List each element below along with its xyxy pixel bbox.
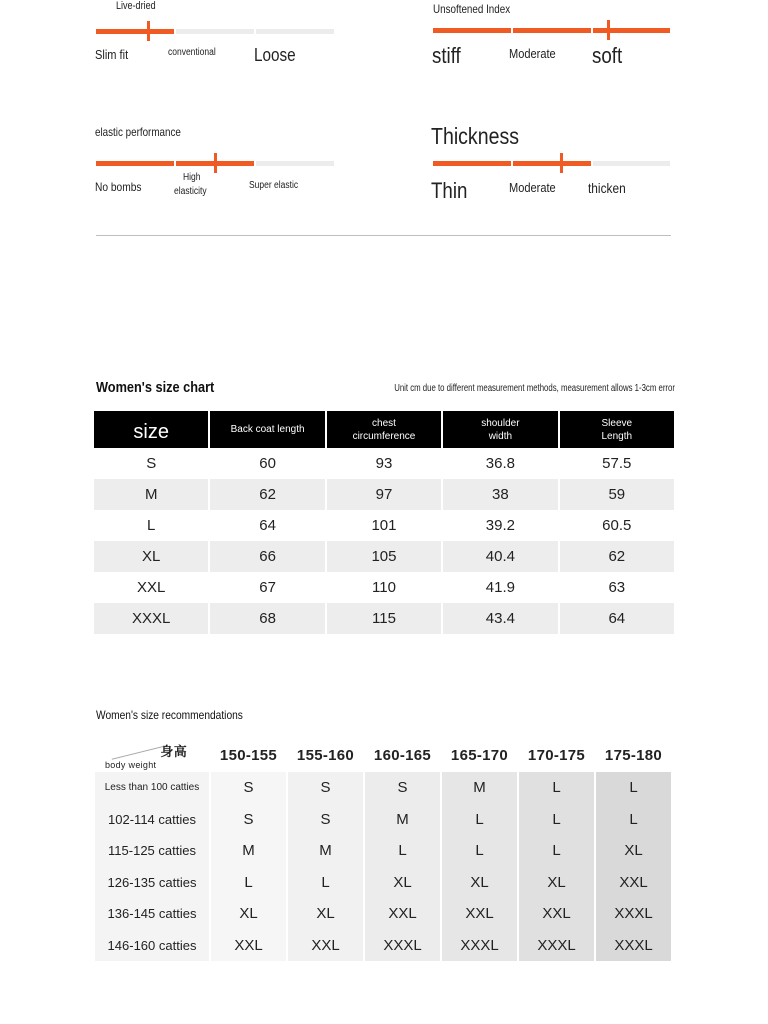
table-row [95, 804, 671, 836]
cell-back-length: 67 [259, 579, 276, 596]
cell-sleeve: 59 [560, 479, 674, 510]
table-row [94, 479, 674, 510]
cell-recommended-size: M [288, 835, 363, 867]
section-divider [96, 235, 671, 236]
header-height: 175-180 [604, 746, 663, 764]
cell-sleeve: 57.5 [602, 455, 632, 472]
cell-recommended-size: S [211, 804, 286, 836]
cell-recommended-size: XXL [596, 867, 671, 899]
table-row [94, 510, 674, 541]
scale-elastic-label-low: No bombs [95, 180, 142, 194]
header-height: 150-155 [219, 746, 278, 764]
scale-elastic-marker [214, 153, 217, 173]
cell-sleeve: 64 [560, 603, 674, 634]
cell-sleeve: 63 [608, 579, 626, 596]
recommendations-header-row [95, 738, 671, 772]
cell-chest: 115 [327, 603, 441, 634]
size-chart-table [92, 411, 676, 634]
cell-recommended-size: L [596, 772, 671, 804]
header-corner [95, 738, 209, 772]
row-weight: 146-160 catties [95, 930, 209, 962]
scale-softness-label-mid: Moderate [509, 46, 556, 61]
cell-recommended-size: M [442, 772, 517, 804]
scale-fit-track [96, 29, 334, 34]
scale-fit-title: Live-dried [116, 0, 156, 12]
cell-size: XXXL [94, 603, 208, 634]
table-row [95, 898, 671, 930]
cell-recommended-size: L [211, 867, 286, 899]
cell-recommended-size: S [211, 772, 286, 804]
scale-fit-label-low: Slim fit [95, 47, 129, 62]
cell-recommended-size: S [288, 772, 363, 804]
scale-elastic-track [96, 161, 334, 166]
scale-fit-marker [147, 21, 150, 41]
header-height: 170-175 [527, 746, 586, 764]
header-shoulder-line1: shoulder [481, 417, 520, 429]
cell-recommended-size: M [365, 804, 440, 836]
cell-back-length: 62 [210, 479, 324, 510]
cell-back-length: 64 [259, 517, 276, 534]
cell-size: XL [94, 541, 208, 572]
cell-shoulder: 39.2 [485, 517, 515, 534]
header-shoulder-line2: width [488, 430, 513, 442]
recommendations-table [93, 738, 673, 961]
scale-elastic-title: elastic performance [95, 125, 181, 139]
header-height: 155-160 [296, 746, 355, 764]
header-height: 160-165 [373, 746, 432, 764]
cell-recommended-size: L [519, 772, 594, 804]
table-row [94, 572, 674, 603]
cell-recommended-size: L [365, 835, 440, 867]
cell-shoulder: 40.4 [443, 541, 557, 572]
cell-recommended-size: XL [288, 898, 363, 930]
cell-recommended-size: XXXL [519, 930, 594, 962]
size-chart-title: Women's size chart [96, 379, 215, 396]
header-chest-line1: chest [372, 417, 396, 429]
scale-thickness-title: Thickness [431, 123, 520, 149]
cell-recommended-size: L [519, 804, 594, 836]
scale-elastic-label-mid-2: elasticity [174, 186, 207, 197]
scale-fit-label-mid: conventional [168, 47, 216, 58]
cell-recommended-size: XL [519, 867, 594, 899]
header-size: size [94, 411, 208, 448]
row-weight: 102-114 catties [95, 804, 209, 836]
row-weight: 126-135 catties [95, 867, 209, 899]
table-row [95, 930, 671, 962]
size-chart-header-row [94, 411, 674, 448]
header-sleeve-line1: Sleeve [601, 417, 633, 429]
cell-recommended-size: XL [442, 867, 517, 899]
cell-recommended-size: XL [365, 867, 440, 899]
header-sleeve-length [560, 411, 674, 448]
cell-recommended-size: S [365, 772, 440, 804]
table-row [94, 541, 674, 572]
row-weight: 115-125 catties [95, 835, 209, 867]
cell-recommended-size: S [288, 804, 363, 836]
scale-thickness-track [433, 161, 670, 166]
cell-recommended-size: L [596, 804, 671, 836]
cell-recommended-size: L [288, 867, 363, 899]
cell-recommended-size: XXXL [442, 930, 517, 962]
scale-thickness-label-high: thicken [588, 180, 626, 196]
cell-recommended-size: XXXL [596, 898, 671, 930]
scale-thickness-label-low: Thin [431, 178, 468, 203]
header-height: 165-170 [450, 746, 509, 764]
cell-recommended-size: XL [211, 898, 286, 930]
table-row [94, 448, 674, 479]
scale-softness-track [433, 28, 670, 33]
cell-chest: 110 [372, 579, 396, 596]
cell-recommended-size: XL [596, 835, 671, 867]
corner-weight-label: body weight [105, 760, 157, 770]
cell-recommended-size: L [519, 835, 594, 867]
cell-shoulder: 41.9 [485, 579, 515, 596]
recommendations-title: Women's size recommendations [96, 708, 243, 722]
table-row [95, 835, 671, 867]
cell-back-length: 66 [210, 541, 324, 572]
table-row [94, 603, 674, 634]
cell-recommended-size: XXXL [596, 930, 671, 962]
scale-thickness-marker [560, 153, 563, 173]
table-row [95, 867, 671, 899]
table-row [95, 772, 671, 804]
corner-divider [112, 745, 167, 760]
cell-chest: 97 [327, 479, 441, 510]
cell-sleeve: 60.5 [602, 517, 632, 534]
cell-recommended-size: XXL [288, 930, 363, 962]
cell-recommended-size: L [442, 804, 517, 836]
scale-elastic-label-high: Super elastic [249, 180, 299, 191]
size-chart-note: Unit cm due to different measurement methods, measurement allows 1-3cm error [394, 383, 675, 394]
cell-shoulder: 38 [443, 479, 557, 510]
scale-softness-marker [607, 20, 610, 40]
row-weight: Less than 100 catties [95, 772, 209, 804]
corner-height-label: 身高 [160, 744, 187, 759]
header-shoulder-width [443, 411, 557, 448]
scale-elastic-label-mid-1: High [183, 172, 201, 183]
cell-size: XXL [137, 579, 166, 596]
cell-recommended-size: L [442, 835, 517, 867]
cell-recommended-size: M [211, 835, 286, 867]
cell-size: S [146, 455, 157, 472]
header-chest-line2: circumference [352, 430, 416, 442]
cell-size: L [147, 517, 156, 534]
scale-fit-label-high: Loose [254, 45, 296, 65]
header-back-coat-length: Back coat length [210, 411, 324, 448]
cell-shoulder: 43.4 [443, 603, 557, 634]
cell-back-length: 68 [210, 603, 324, 634]
header-chest-circumference [327, 411, 441, 448]
header-sleeve-line2: Length [601, 430, 633, 442]
cell-chest: 93 [375, 455, 393, 472]
cell-chest: 105 [327, 541, 441, 572]
cell-recommended-size: XXL [211, 930, 286, 962]
cell-chest: 101 [371, 517, 397, 534]
cell-recommended-size: XXL [519, 898, 594, 930]
cell-recommended-size: XXL [365, 898, 440, 930]
cell-recommended-size: XXXL [365, 930, 440, 962]
cell-recommended-size: XXL [442, 898, 517, 930]
scale-softness-title: Unsoftened Index [433, 2, 511, 16]
cell-shoulder: 36.8 [485, 455, 515, 472]
cell-size: M [94, 479, 208, 510]
scale-thickness-label-mid: Moderate [509, 180, 556, 195]
cell-sleeve: 62 [560, 541, 674, 572]
row-weight: 136-145 catties [95, 898, 209, 930]
scale-softness-label-high: soft [592, 43, 623, 68]
cell-back-length: 60 [259, 455, 276, 472]
scale-softness-label-low: stiff [432, 43, 461, 68]
